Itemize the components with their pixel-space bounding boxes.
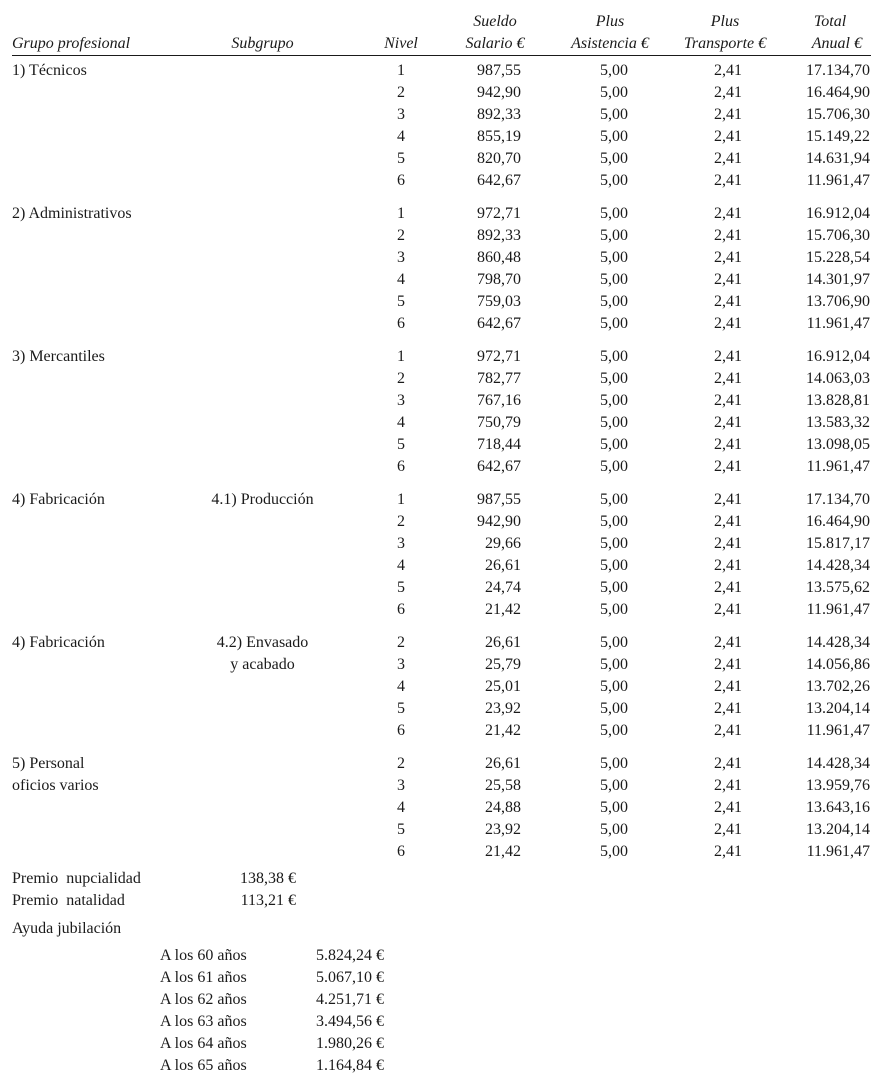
cell-total: 14.056,86 bbox=[806, 656, 870, 673]
cell-nivel: 3 bbox=[397, 392, 405, 409]
cell-sueldo: 21,42 bbox=[485, 601, 521, 618]
cell-asistencia: 5,00 bbox=[600, 601, 628, 618]
cell-nivel: 1 bbox=[397, 62, 405, 79]
cell-sueldo: 24,74 bbox=[485, 579, 521, 596]
cell-nivel: 2 bbox=[397, 755, 405, 772]
subgrupo-label: 4.1) Producción bbox=[211, 491, 314, 508]
cell-sueldo: 642,67 bbox=[477, 458, 521, 475]
cell-nivel: 6 bbox=[397, 601, 405, 618]
jubilacion-value: 1.164,84 € bbox=[316, 1057, 384, 1074]
jubilacion-value: 3.494,56 € bbox=[316, 1013, 384, 1030]
header-grupo: Grupo profesional bbox=[12, 35, 131, 52]
cell-asistencia: 5,00 bbox=[600, 777, 628, 794]
cell-sueldo: 750,79 bbox=[477, 414, 521, 431]
header-total-line2: Anual € bbox=[811, 35, 862, 52]
cell-asistencia: 5,00 bbox=[600, 436, 628, 453]
cell-total: 13.643,16 bbox=[806, 799, 870, 816]
cell-transporte: 2,41 bbox=[714, 227, 742, 244]
cell-nivel: 5 bbox=[397, 821, 405, 838]
cell-nivel: 4 bbox=[397, 128, 405, 145]
cell-nivel: 4 bbox=[397, 678, 405, 695]
cell-total: 13.828,81 bbox=[806, 392, 870, 409]
cell-sueldo: 987,55 bbox=[477, 62, 521, 79]
cell-sueldo: 29,66 bbox=[485, 535, 521, 552]
cell-asistencia: 5,00 bbox=[600, 722, 628, 739]
subgrupo-label: 4.2) Envasado bbox=[216, 634, 309, 651]
cell-transporte: 2,41 bbox=[714, 579, 742, 596]
cell-asistencia: 5,00 bbox=[600, 106, 628, 123]
cell-total: 11.961,47 bbox=[806, 458, 870, 475]
header-rule bbox=[12, 55, 871, 56]
header-asistencia-line1: Plus bbox=[595, 13, 625, 30]
grupo-label: 5) Personal bbox=[12, 755, 85, 772]
cell-total: 16.912,04 bbox=[806, 348, 870, 365]
jubilacion-value: 5.067,10 € bbox=[316, 969, 384, 986]
cell-sueldo: 860,48 bbox=[477, 249, 521, 266]
cell-asistencia: 5,00 bbox=[600, 579, 628, 596]
cell-sueldo: 972,71 bbox=[477, 205, 521, 222]
cell-total: 14.063,03 bbox=[806, 370, 870, 387]
cell-transporte: 2,41 bbox=[714, 634, 742, 651]
cell-total: 14.428,34 bbox=[806, 755, 870, 772]
cell-asistencia: 5,00 bbox=[600, 293, 628, 310]
cell-asistencia: 5,00 bbox=[600, 458, 628, 475]
jubilacion-label: A los 61 años bbox=[160, 969, 247, 986]
cell-transporte: 2,41 bbox=[714, 348, 742, 365]
cell-total: 11.961,47 bbox=[806, 315, 870, 332]
cell-transporte: 2,41 bbox=[714, 414, 742, 431]
cell-transporte: 2,41 bbox=[714, 755, 742, 772]
cell-asistencia: 5,00 bbox=[600, 84, 628, 101]
cell-total: 11.961,47 bbox=[806, 601, 870, 618]
cell-asistencia: 5,00 bbox=[600, 227, 628, 244]
cell-asistencia: 5,00 bbox=[600, 700, 628, 717]
cell-total: 17.134,70 bbox=[806, 491, 870, 508]
cell-transporte: 2,41 bbox=[714, 370, 742, 387]
header-sueldo-line1: Sueldo bbox=[473, 13, 517, 30]
cell-asistencia: 5,00 bbox=[600, 535, 628, 552]
header-transporte-line1: Plus bbox=[710, 13, 740, 30]
cell-sueldo: 767,16 bbox=[477, 392, 521, 409]
cell-transporte: 2,41 bbox=[714, 843, 742, 860]
cell-sueldo: 21,42 bbox=[485, 722, 521, 739]
cell-total: 13.959,76 bbox=[806, 777, 870, 794]
jubilacion-label: A los 63 años bbox=[160, 1013, 247, 1030]
cell-sueldo: 23,92 bbox=[485, 700, 521, 717]
header-asistencia-line2: Asistencia € bbox=[571, 35, 649, 52]
cell-sueldo: 26,61 bbox=[485, 755, 521, 772]
cell-transporte: 2,41 bbox=[714, 678, 742, 695]
jubilacion-label: A los 64 años bbox=[160, 1035, 247, 1052]
cell-transporte: 2,41 bbox=[714, 271, 742, 288]
cell-asistencia: 5,00 bbox=[600, 513, 628, 530]
cell-total: 15.228,54 bbox=[806, 249, 870, 266]
cell-transporte: 2,41 bbox=[714, 821, 742, 838]
grupo-label: 3) Mercantiles bbox=[12, 348, 105, 365]
header-total-line1: Total bbox=[813, 13, 847, 30]
cell-sueldo: 972,71 bbox=[477, 348, 521, 365]
cell-total: 14.428,34 bbox=[806, 634, 870, 651]
cell-nivel: 3 bbox=[397, 535, 405, 552]
jubilacion-value: 5.824,24 € bbox=[316, 947, 384, 964]
cell-nivel: 3 bbox=[397, 106, 405, 123]
cell-nivel: 4 bbox=[397, 557, 405, 574]
cell-nivel: 4 bbox=[397, 271, 405, 288]
cell-total: 16.464,90 bbox=[806, 84, 870, 101]
cell-total: 16.464,90 bbox=[806, 513, 870, 530]
header-transporte-line2: Transporte € bbox=[683, 35, 767, 52]
header-subgrupo: Subgrupo bbox=[231, 35, 294, 52]
cell-asistencia: 5,00 bbox=[600, 634, 628, 651]
cell-sueldo: 26,61 bbox=[485, 557, 521, 574]
cell-sueldo: 942,90 bbox=[477, 84, 521, 101]
cell-transporte: 2,41 bbox=[714, 458, 742, 475]
grupo-label: 4) Fabricación bbox=[12, 491, 105, 508]
cell-nivel: 2 bbox=[397, 513, 405, 530]
cell-asistencia: 5,00 bbox=[600, 315, 628, 332]
cell-nivel: 2 bbox=[397, 370, 405, 387]
cell-total: 15.149,22 bbox=[806, 128, 870, 145]
cell-nivel: 5 bbox=[397, 579, 405, 596]
cell-total: 14.301,97 bbox=[806, 271, 870, 288]
jubilacion-title: Ayuda jubilación bbox=[12, 920, 122, 937]
cell-transporte: 2,41 bbox=[714, 150, 742, 167]
cell-sueldo: 759,03 bbox=[477, 293, 521, 310]
cell-total: 15.817,17 bbox=[806, 535, 870, 552]
cell-total: 14.631,94 bbox=[806, 150, 870, 167]
jubilacion-label: A los 62 años bbox=[160, 991, 247, 1008]
cell-sueldo: 642,67 bbox=[477, 172, 521, 189]
cell-transporte: 2,41 bbox=[714, 513, 742, 530]
cell-sueldo: 21,42 bbox=[485, 843, 521, 860]
cell-total: 13.583,32 bbox=[806, 414, 870, 431]
jubilacion-label: A los 65 años bbox=[160, 1057, 247, 1074]
cell-transporte: 2,41 bbox=[714, 392, 742, 409]
cell-transporte: 2,41 bbox=[714, 700, 742, 717]
cell-nivel: 1 bbox=[397, 205, 405, 222]
cell-total: 13.575,62 bbox=[806, 579, 870, 596]
cell-nivel: 5 bbox=[397, 150, 405, 167]
cell-sueldo: 820,70 bbox=[477, 150, 521, 167]
cell-nivel: 1 bbox=[397, 491, 405, 508]
cell-transporte: 2,41 bbox=[714, 535, 742, 552]
cell-asistencia: 5,00 bbox=[600, 799, 628, 816]
cell-asistencia: 5,00 bbox=[600, 172, 628, 189]
cell-nivel: 4 bbox=[397, 799, 405, 816]
cell-nivel: 2 bbox=[397, 634, 405, 651]
cell-asistencia: 5,00 bbox=[600, 557, 628, 574]
jubilacion-value: 1.980,26 € bbox=[316, 1035, 384, 1052]
cell-asistencia: 5,00 bbox=[600, 205, 628, 222]
premio-label: Premio natalidad bbox=[12, 892, 125, 909]
cell-asistencia: 5,00 bbox=[600, 414, 628, 431]
cell-total: 13.204,14 bbox=[806, 700, 870, 717]
cell-nivel: 4 bbox=[397, 414, 405, 431]
cell-asistencia: 5,00 bbox=[600, 348, 628, 365]
cell-total: 13.706,90 bbox=[806, 293, 870, 310]
cell-nivel: 6 bbox=[397, 172, 405, 189]
cell-asistencia: 5,00 bbox=[600, 755, 628, 772]
premio-label: Premio nupcialidad bbox=[12, 870, 141, 887]
cell-nivel: 6 bbox=[397, 722, 405, 739]
cell-transporte: 2,41 bbox=[714, 84, 742, 101]
cell-transporte: 2,41 bbox=[714, 172, 742, 189]
cell-asistencia: 5,00 bbox=[600, 249, 628, 266]
grupo-label: 2) Administrativos bbox=[12, 205, 132, 222]
cell-transporte: 2,41 bbox=[714, 249, 742, 266]
cell-asistencia: 5,00 bbox=[600, 128, 628, 145]
cell-sueldo: 892,33 bbox=[477, 106, 521, 123]
subgrupo-label: y acabado bbox=[230, 656, 295, 673]
cell-sueldo: 855,19 bbox=[477, 128, 521, 145]
header-nivel: Nivel bbox=[384, 35, 418, 52]
cell-asistencia: 5,00 bbox=[600, 150, 628, 167]
cell-transporte: 2,41 bbox=[714, 799, 742, 816]
header-sueldo-line2: Salario € bbox=[465, 35, 525, 52]
cell-sueldo: 25,58 bbox=[485, 777, 521, 794]
cell-asistencia: 5,00 bbox=[600, 821, 628, 838]
cell-transporte: 2,41 bbox=[714, 656, 742, 673]
cell-sueldo: 782,77 bbox=[477, 370, 521, 387]
jubilacion-value: 4.251,71 € bbox=[316, 991, 384, 1008]
grupo-label: oficios varios bbox=[12, 777, 99, 794]
cell-nivel: 5 bbox=[397, 436, 405, 453]
cell-nivel: 2 bbox=[397, 84, 405, 101]
cell-total: 16.912,04 bbox=[806, 205, 870, 222]
cell-total: 11.961,47 bbox=[806, 172, 870, 189]
cell-asistencia: 5,00 bbox=[600, 62, 628, 79]
cell-transporte: 2,41 bbox=[714, 601, 742, 618]
cell-nivel: 1 bbox=[397, 348, 405, 365]
cell-sueldo: 942,90 bbox=[477, 513, 521, 530]
cell-transporte: 2,41 bbox=[714, 777, 742, 794]
cell-transporte: 2,41 bbox=[714, 436, 742, 453]
cell-transporte: 2,41 bbox=[714, 293, 742, 310]
cell-transporte: 2,41 bbox=[714, 315, 742, 332]
cell-asistencia: 5,00 bbox=[600, 271, 628, 288]
cell-nivel: 6 bbox=[397, 458, 405, 475]
cell-transporte: 2,41 bbox=[714, 106, 742, 123]
cell-total: 13.098,05 bbox=[806, 436, 870, 453]
cell-sueldo: 26,61 bbox=[485, 634, 521, 651]
cell-nivel: 3 bbox=[397, 249, 405, 266]
cell-asistencia: 5,00 bbox=[600, 392, 628, 409]
cell-total: 13.702,26 bbox=[806, 678, 870, 695]
premio-value: 138,38 € bbox=[240, 870, 296, 887]
cell-nivel: 5 bbox=[397, 700, 405, 717]
cell-transporte: 2,41 bbox=[714, 557, 742, 574]
cell-asistencia: 5,00 bbox=[600, 656, 628, 673]
cell-nivel: 2 bbox=[397, 227, 405, 244]
grupo-label: 1) Técnicos bbox=[12, 62, 87, 79]
cell-total: 13.204,14 bbox=[806, 821, 870, 838]
cell-sueldo: 892,33 bbox=[477, 227, 521, 244]
cell-total: 15.706,30 bbox=[806, 227, 870, 244]
cell-nivel: 3 bbox=[397, 777, 405, 794]
cell-asistencia: 5,00 bbox=[600, 491, 628, 508]
premio-value: 113,21 € bbox=[240, 892, 296, 909]
cell-sueldo: 23,92 bbox=[485, 821, 521, 838]
cell-total: 15.706,30 bbox=[806, 106, 870, 123]
cell-asistencia: 5,00 bbox=[600, 843, 628, 860]
cell-sueldo: 718,44 bbox=[477, 436, 521, 453]
cell-transporte: 2,41 bbox=[714, 128, 742, 145]
cell-nivel: 5 bbox=[397, 293, 405, 310]
cell-nivel: 3 bbox=[397, 656, 405, 673]
cell-sueldo: 642,67 bbox=[477, 315, 521, 332]
grupo-label: 4) Fabricación bbox=[12, 634, 105, 651]
cell-transporte: 2,41 bbox=[714, 205, 742, 222]
cell-transporte: 2,41 bbox=[714, 491, 742, 508]
cell-total: 14.428,34 bbox=[806, 557, 870, 574]
jubilacion-label: A los 60 años bbox=[160, 947, 247, 964]
cell-transporte: 2,41 bbox=[714, 722, 742, 739]
cell-sueldo: 25,79 bbox=[485, 656, 521, 673]
cell-total: 11.961,47 bbox=[806, 722, 870, 739]
cell-nivel: 6 bbox=[397, 315, 405, 332]
cell-sueldo: 25,01 bbox=[485, 678, 521, 695]
cell-nivel: 6 bbox=[397, 843, 405, 860]
cell-total: 11.961,47 bbox=[806, 843, 870, 860]
cell-transporte: 2,41 bbox=[714, 62, 742, 79]
cell-sueldo: 987,55 bbox=[477, 491, 521, 508]
cell-total: 17.134,70 bbox=[806, 62, 870, 79]
cell-sueldo: 798,70 bbox=[477, 271, 521, 288]
cell-asistencia: 5,00 bbox=[600, 678, 628, 695]
cell-asistencia: 5,00 bbox=[600, 370, 628, 387]
cell-sueldo: 24,88 bbox=[485, 799, 521, 816]
